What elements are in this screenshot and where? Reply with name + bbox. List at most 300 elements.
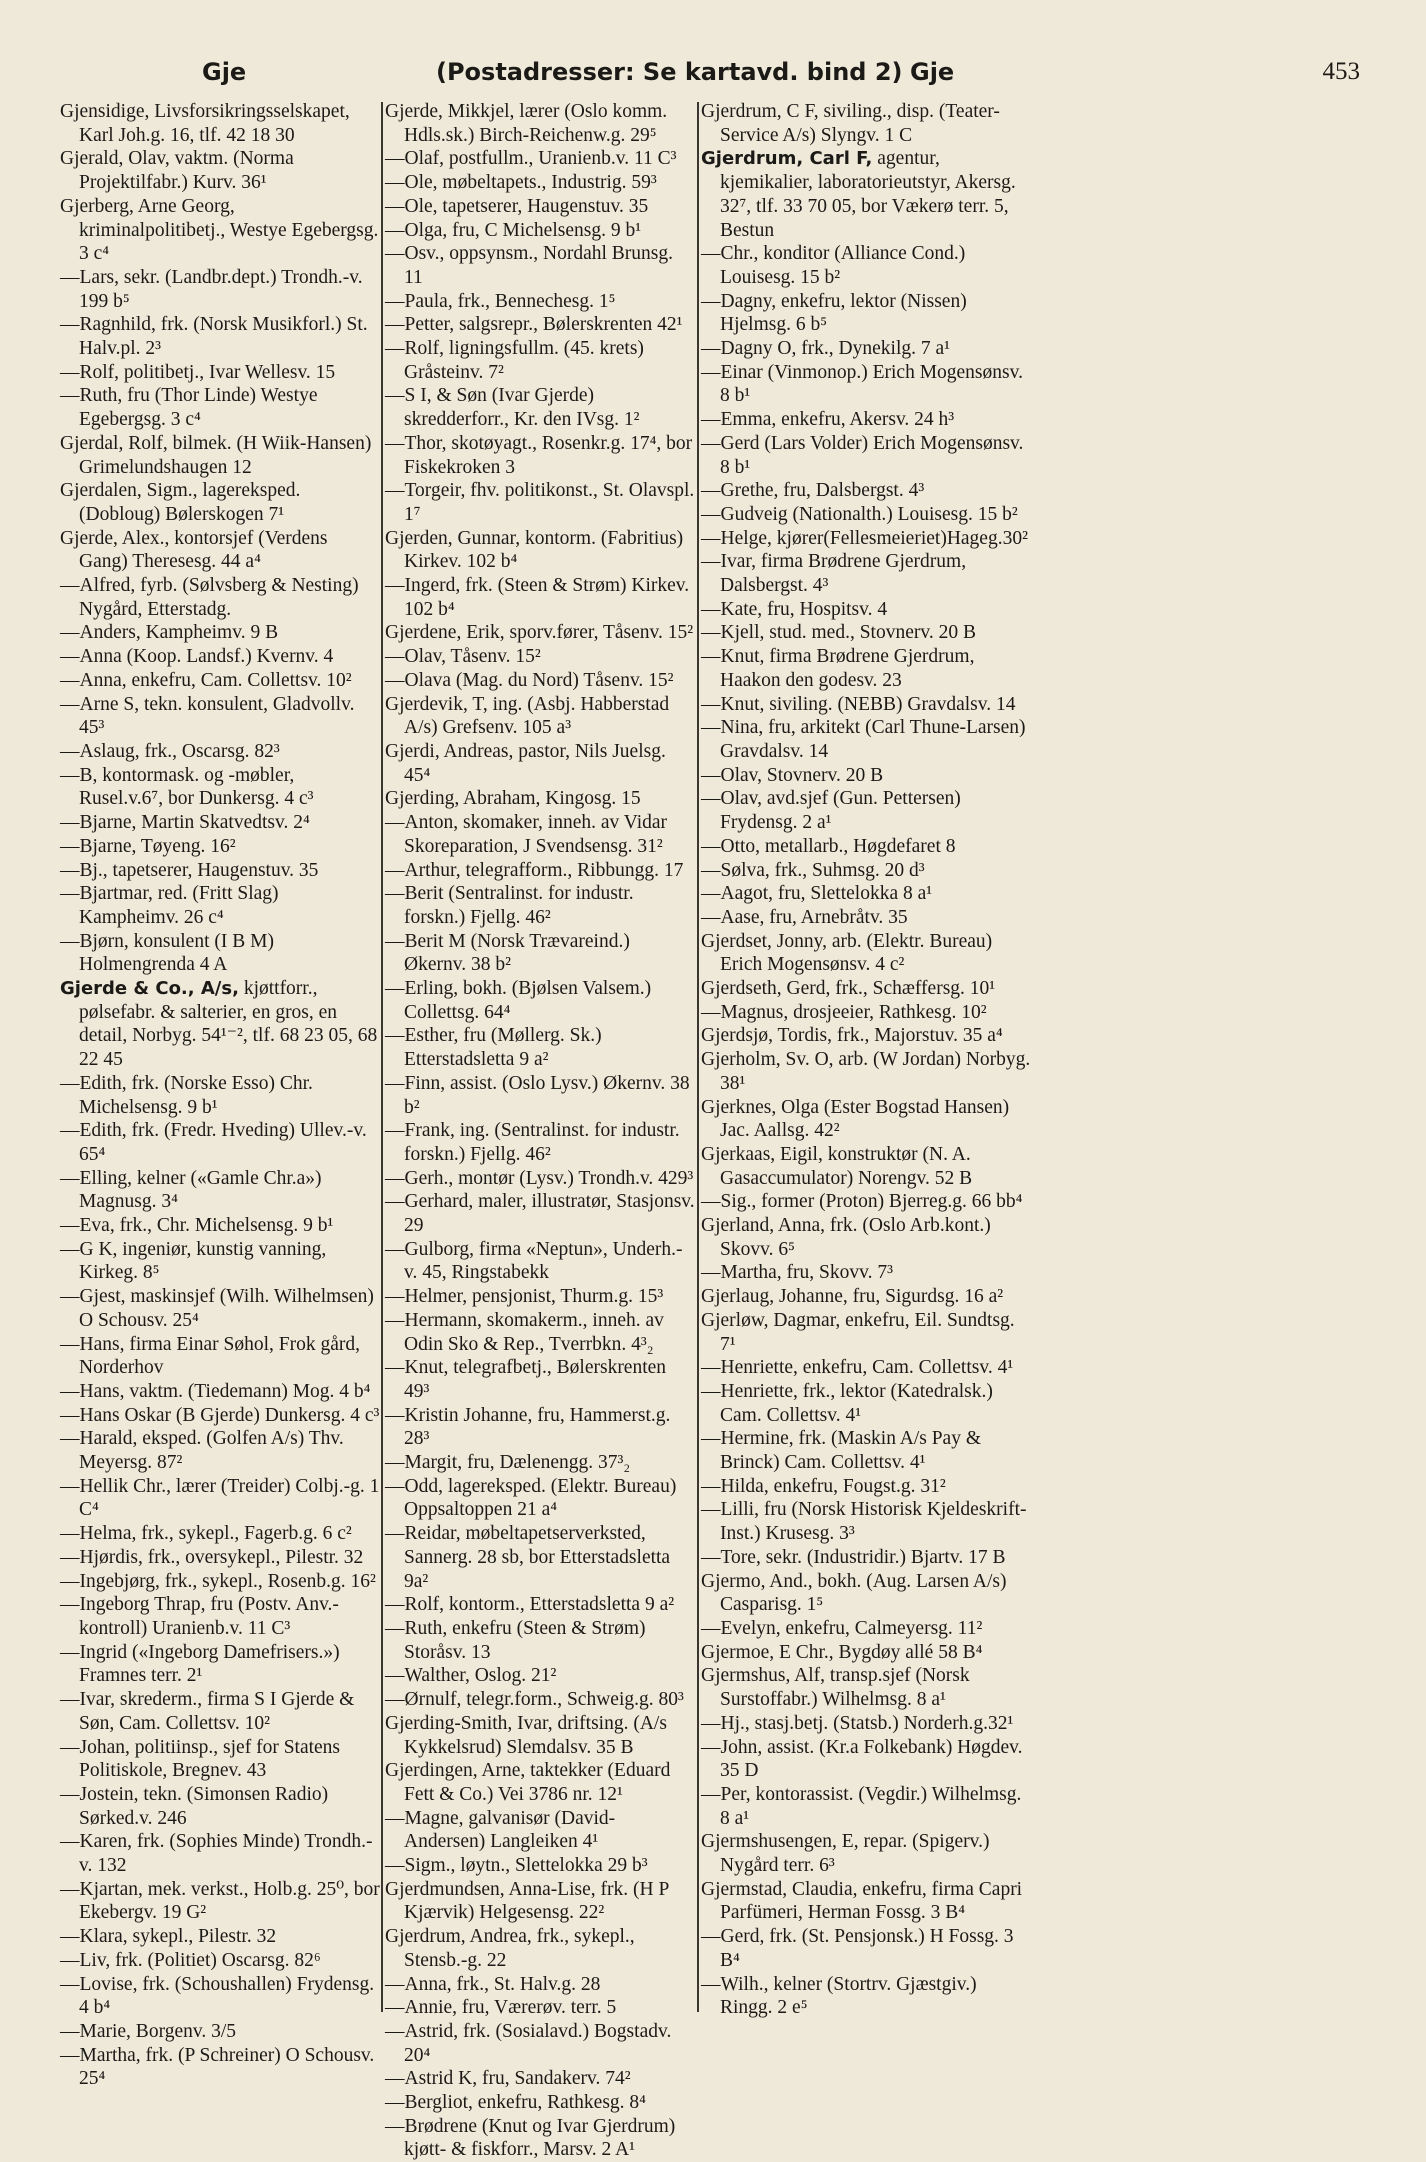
entry-text: —Bergliot, enkefru, Rathkesg. 8⁴ <box>385 2092 646 2114</box>
entry-text: —G K, ingeniør, kunstig vanning, Kirkeg. 8⁵ <box>60 1238 327 1284</box>
directory-entry <box>385 1593 695 1617</box>
directory-entry <box>701 1712 1031 1736</box>
directory-entry <box>60 1878 380 1925</box>
entry-text: —Annie, fru, Værerøv. terr. 5 <box>385 1997 617 2019</box>
directory-entry <box>385 977 695 1024</box>
directory-entry <box>701 1664 1031 1711</box>
directory-entry <box>385 195 695 219</box>
directory-entry <box>701 930 1031 977</box>
entry-text: Gjermshus, Alf, transp.sjef (Norsk Surstoffabr.) Wilhelmsg. 8 a¹ <box>701 1665 970 1711</box>
entry-text: —Lars, sekr. (Landbr.dept.) Trondh.-v. 199 b⁵ <box>60 266 363 312</box>
directory-entry <box>701 147 1031 242</box>
directory-entry <box>385 1285 695 1309</box>
directory-entry <box>701 1475 1031 1499</box>
entry-text: —Gerh., montør (Lysv.) Trondh.v. 429³ <box>385 1167 694 1189</box>
directory-entry <box>701 479 1031 503</box>
directory-entry <box>701 1617 1031 1641</box>
directory-entry <box>701 859 1031 883</box>
entry-text: —Olav, Tåsenv. 15² <box>385 646 541 668</box>
entry-text: —Berit (Sentralinst. for industr. forskn.) Fjellg. 46² <box>385 883 634 928</box>
entry-text: Gjermshusengen, E, repar. (Spigerv.) Nygård terr. 6³ <box>701 1831 990 1877</box>
entry-text: —Hj., stasj.betj. (Statsb.) Norderh.g.32¹ <box>701 1712 1014 1734</box>
entry-text: —Johan, politiinsp., sjef for Statens Politiskole, Bregnev. 43 <box>60 1736 341 1782</box>
directory-entry <box>60 859 380 883</box>
directory-entry <box>60 1949 380 1973</box>
entry-text: Gjensidige, Livsforsikringsselskapet, Karl Joh.g. 16, tlf. 42 18 30 <box>60 101 350 146</box>
entry-text: —Magnus, drosjeeier, Rathkesg. 10² <box>701 1001 987 1023</box>
entry-text: Gjermstad, Claudia, enkefru, firma Capri Parfümeri, Herman Fossg. 3 B⁴ <box>701 1878 1023 1924</box>
entry-text: Gjerde, Mikkjel, lærer (Oslo komm. Hdls.sk.) Birch-Reichenw.g. 29⁵ <box>385 101 668 146</box>
directory-entry <box>701 716 1031 763</box>
directory-entry <box>385 219 695 243</box>
entry-text: —Gjest, maskinsjef (Wilh. Wilhelmsen) O Schousv. 25⁴ <box>60 1286 374 1331</box>
entry-text: —Bjartmar, red. (Fritt Slag) Kampheimv. 26 c⁴ <box>60 883 279 928</box>
entry-text: —Aslaug, frk., Oscarsg. 82³ <box>60 740 280 762</box>
directory-entry <box>60 384 380 431</box>
column-3 <box>701 100 1031 2019</box>
directory-entry <box>60 1783 380 1830</box>
entry-text: —Henriette, frk., lektor (Katedralsk.) Cam. Collettsv. 4¹ <box>701 1380 993 1426</box>
directory-entry <box>60 574 380 621</box>
directory-entry <box>385 1759 695 1806</box>
entry-text: —Arthur, telegrafform., Ribbungg. 17 <box>385 859 684 881</box>
entry-text: —Rolf, politibetj., Ivar Wellesv. 15 <box>60 361 336 383</box>
entry-text: —Ole, møbeltapets., Industrig. 59³ <box>385 172 657 194</box>
entry-text: —Astrid, frk. (Sosialavd.) Bogstadv. 20⁴ <box>385 2020 672 2066</box>
directory-entry <box>60 1333 380 1380</box>
directory-entry <box>385 1664 695 1688</box>
entry-text: Gjerdal, Rolf, bilmek. (H Wiik-Hansen) Grimelundshaugen 12 <box>60 432 372 478</box>
entry-text: Gjerald, Olav, vaktm. (Norma Projektilfabr.) Kurv. 36¹ <box>60 148 294 194</box>
directory-entry <box>385 859 695 883</box>
entry-text: —Edith, frk. (Fredr. Hveding) Ullev.-v. 65⁴ <box>60 1120 367 1165</box>
entry-text: —Olga, fru, C Michelsensg. 9 b¹ <box>385 219 642 241</box>
entry-text: —Arne S, tekn. konsulent, Gladvollv. 45³ <box>60 693 355 739</box>
entry-text: Gjerknes, Olga (Ester Bogstad Hansen) Jac. Aallsg. 42² <box>701 1096 1010 1142</box>
directory-entry <box>60 1925 380 1949</box>
directory-entry <box>701 361 1031 408</box>
entry-text: —Reidar, møbeltapetserverksted, Sannerg. 28 sb, bor Etterstadsletta 9a² <box>385 1523 671 1592</box>
entry-text: —Ingrid («Ingeborg Damefrisers.») Framnes terr. 2¹ <box>60 1641 340 1687</box>
entry-text: Gjerlaug, Johanne, fru, Sigurdsg. 16 a² <box>701 1286 1004 1308</box>
entry-text: —Ingerd, frk. (Steen & Strøm) Kirkev. 102 b⁴ <box>385 575 690 620</box>
directory-entry <box>60 1522 380 1546</box>
entry-text: —Ivar, skrederm., firma S I Gjerde & Søn, Cam. Collettsv. 10² <box>60 1689 355 1734</box>
entry-text: —Knut, telegrafbetj., Bølerskrenten 49³ <box>385 1357 667 1402</box>
directory-entry <box>701 290 1031 337</box>
entry-text: Gjerding-Smith, Ivar, driftsing. (A/s Kykkelsrud) Slemdalsv. 35 B <box>385 1712 667 1758</box>
entry-text: —Hjørdis, frk., oversykepl., Pilestr. 32 <box>60 1546 364 1568</box>
directory-entry <box>701 550 1031 597</box>
entry-text: Gjerdevik, T, ing. (Asbj. Habberstad A/s) Grefsenv. 105 a³ <box>385 693 670 739</box>
directory-entry <box>60 740 380 764</box>
header-right-guide: Gje <box>910 58 955 86</box>
entry-text: —Dagny, enkefru, lektor (Nissen) Hjelmsg. 6 b⁵ <box>701 290 967 336</box>
entry-text: —Hermine, frk. (Maskin A/s Pay & Brinck) Cam. Collettsv. 4¹ <box>701 1428 982 1474</box>
entry-text: —Kristin Johanne, fru, Hammerst.g. 28³ <box>385 1404 671 1450</box>
directory-entry <box>60 2044 380 2091</box>
entry-text: —Grethe, fru, Dalsbergst. 4³ <box>701 480 925 502</box>
directory-entry <box>60 266 380 313</box>
directory-entry <box>60 1404 380 1428</box>
header-left-guide: Gje <box>202 58 247 86</box>
directory-entry <box>385 1356 695 1403</box>
entry-text: —Martha, frk. (P Schreiner) O Schousv. 25⁴ <box>60 2044 375 2090</box>
directory-entry <box>385 1309 695 1356</box>
directory-entry <box>701 1024 1031 1048</box>
directory-entry <box>385 1712 695 1759</box>
entry-text: —Gerhard, maler, illustratør, Stasjonsv. 29 <box>385 1191 695 1237</box>
header-center-note: (Postadresser: Se kartavd. bind 2) <box>436 58 903 86</box>
directory-entry <box>701 1380 1031 1427</box>
entry-text: —B, kontormask. og -møbler, Rusel.v.6⁷, bor Dunkersg. 4 c³ <box>60 764 314 810</box>
directory-entry <box>385 1475 695 1522</box>
entry-text: —Einar (Vinmonop.) Erich Mogensønsv. 8 b¹ <box>701 361 1023 407</box>
entry-text: —Astrid K, fru, Sandakerv. 74² <box>385 2068 631 2090</box>
entry-text: —Gulborg, firma «Neptun», Underh.-v. 45, Ringstabekk <box>385 1238 683 1284</box>
directory-entry <box>60 527 380 574</box>
directory-entry <box>701 1143 1031 1190</box>
entry-text: —Paula, frk., Bennechesg. 1⁵ <box>385 290 616 312</box>
directory-entry <box>60 669 380 693</box>
directory-entry <box>60 313 380 360</box>
directory-entry <box>701 1096 1031 1143</box>
entry-text: —Anna (Koop. Landsf.) Kvernv. 4 <box>60 646 334 668</box>
entry-bold-name: Gjerde & Co., A/s, <box>60 978 239 1000</box>
entry-text: Gjerdrum, Andrea, frk., sykepl., Stensb.-g. 22 <box>385 1926 635 1971</box>
directory-entry <box>701 242 1031 289</box>
entry-text: —Aase, fru, Arnebråtv. 35 <box>701 906 908 928</box>
entry-text: Gjerkaas, Eigil, konstruktør (N. A. Gasaccumulator) Norengv. 52 B <box>701 1143 973 1189</box>
entry-text: —Aagot, fru, Slettelokka 8 a¹ <box>701 883 933 905</box>
directory-entry <box>60 100 380 147</box>
directory-entry <box>701 1878 1031 1925</box>
directory-entry <box>701 100 1031 147</box>
entry-text: —Alfred, fyrb. (Sølvsberg & Nesting) Nygård, Etterstadg. <box>60 575 359 620</box>
entry-text: —Sigm., løytn., Slettelokka 29 b³ <box>385 1855 648 1877</box>
directory-entry <box>60 764 380 811</box>
entry-text: —Per, kontorassist. (Vegdir.) Wilhelmsg. 8 a¹ <box>701 1783 1022 1829</box>
directory-entry <box>701 527 1031 551</box>
directory-entry <box>701 1048 1031 1095</box>
directory-entry <box>60 432 380 479</box>
directory-entry <box>385 337 695 384</box>
entry-text: —Kjartan, mek. verkst., Holb.g. 25⁰, bor Ekebergv. 19 G² <box>60 1878 380 1924</box>
directory-entry <box>385 1807 695 1854</box>
entry-text: —Otto, metallarb., Høgdefaret 8 <box>701 835 956 857</box>
directory-entry <box>385 1996 695 2020</box>
entry-text: —Jostein, tekn. (Simonsen Radio) Sørked.v. 246 <box>60 1783 329 1829</box>
entry-text: —Kjell, stud. med., Stovnerv. 20 B <box>701 622 976 644</box>
directory-entry <box>701 835 1031 859</box>
entry-text: —Ingeborg Thrap, fru (Postv. Anv.-kontroll) Uranienb.v. 11 C³ <box>60 1594 339 1639</box>
entry-text: —Evelyn, enkefru, Calmeyersg. 11² <box>701 1618 983 1639</box>
entry-text: —John, assist. (Kr.a Folkebank) Høgdev. 35 D <box>701 1736 1023 1782</box>
entry-text: —Petter, salgsrepr., Bølerskrenten 42¹ <box>385 314 683 336</box>
directory-entry <box>385 1404 695 1451</box>
directory-entry <box>60 1238 380 1285</box>
directory-entry <box>60 1214 380 1238</box>
directory-entry <box>701 787 1031 834</box>
directory-entry <box>60 1167 380 1214</box>
directory-entry <box>385 574 695 621</box>
entry-text: —Ørnulf, telegr.form., Schweig.g. 80³ <box>385 1689 684 1711</box>
directory-entry <box>385 100 695 147</box>
entry-text: —Rolf, ligningsfullm. (45. krets) Gråsteinv. 7² <box>385 338 644 383</box>
entry-text: Gjermoe, E Chr., Bygdøy allé 58 B⁴ <box>701 1641 983 1663</box>
entry-text: —Gerd (Lars Volder) Erich Mogensønsv. 8 b¹ <box>701 432 1024 478</box>
directory-entry <box>385 693 695 740</box>
entry-text: —Olaf, postfullm., Uranienb.v. 11 C³ <box>385 148 677 170</box>
entry-text: —Chr., konditor (Alliance Cond.) Louisesg. 15 b² <box>701 243 966 288</box>
entry-text: —Lilli, fru (Norsk Historisk Kjeldeskrift-Inst.) Krusesg. 3³ <box>701 1499 1027 1545</box>
entry-text: —Klara, sykepl., Pilestr. 32 <box>60 1926 277 1948</box>
entry-text: —Hellik Chr., lærer (Treider) Colbj.-g. 1 C⁴ <box>60 1475 380 1521</box>
directory-entry <box>60 693 380 740</box>
directory-entry <box>385 479 695 526</box>
directory-entry <box>385 1072 695 1119</box>
directory-entry <box>701 906 1031 930</box>
entry-text: Gjerdene, Erik, sporv.fører, Tåsenv. 15² <box>385 622 694 644</box>
page-number: 453 <box>1322 58 1360 85</box>
entry-text: —Anton, skomaker, inneh. av Vidar Skoreparation, J Svendsensg. 31² <box>385 812 668 857</box>
directory-entry <box>60 1973 380 2020</box>
entry-text: —Magne, galvanisør (David-Andersen) Langleiken 4¹ <box>385 1807 616 1853</box>
directory-entry <box>60 2020 380 2044</box>
directory-entry <box>385 2067 695 2091</box>
entry-text: —Elling, kelner («Gamle Chr.a») Magnusg. 3⁴ <box>60 1167 322 1213</box>
directory-entry <box>60 1119 380 1166</box>
directory-entry <box>701 1783 1031 1830</box>
directory-entry <box>385 882 695 929</box>
directory-entry <box>701 1190 1031 1214</box>
column-1 <box>60 100 380 2090</box>
directory-entry <box>60 835 380 859</box>
directory-entry <box>701 1001 1031 1025</box>
directory-entry <box>701 1498 1031 1545</box>
entry-text: —Bjarne, Tøyeng. 16² <box>60 835 236 857</box>
entry-text: Gjerdmundsen, Anna-Lise, frk. (H P Kjærvik) Helgesensg. 22² <box>385 1878 669 1924</box>
entry-text: —Hans, firma Einar Søhol, Frok gård, Norderhov <box>60 1333 361 1379</box>
directory-entry <box>385 1024 695 1071</box>
directory-entry <box>385 1167 695 1191</box>
entry-text: —Helmer, pensjonist, Thurm.g. 15³ <box>385 1286 664 1308</box>
directory-entry <box>60 1072 380 1119</box>
entry-text: —Edith, frk. (Norske Esso) Chr. Michelsensg. 9 b¹ <box>60 1072 313 1118</box>
directory-entry <box>385 1617 695 1664</box>
directory-entry <box>701 408 1031 432</box>
directory-entry <box>385 171 695 195</box>
directory-entry <box>385 1854 695 1878</box>
entry-text: —Anna, enkefru, Cam. Collettsv. 10² <box>60 669 352 691</box>
directory-entry <box>385 740 695 787</box>
directory-entry <box>60 1427 380 1474</box>
column-divider <box>381 102 383 2012</box>
entry-text: —Helma, frk., sykepl., Fagerb.g. 6 c² <box>60 1523 352 1545</box>
entry-text: —Olava (Mag. du Nord) Tåsenv. 15² <box>385 669 674 691</box>
entry-text: —Sølva, frk., Suhmsg. 20 d³ <box>701 859 925 881</box>
directory-entry <box>60 1641 380 1688</box>
entry-text: Gjermo, And., bokh. (Aug. Larsen A/s) Casparisg. 1⁵ <box>701 1570 1007 1616</box>
directory-entry <box>60 977 380 1072</box>
directory-entry <box>385 313 695 337</box>
directory-entry <box>701 1830 1031 1877</box>
directory-entry <box>60 1570 380 1594</box>
entry-text: Gjerde, Alex., kontorsjef (Verdens Gang) Theresesg. 44 a⁴ <box>60 527 328 573</box>
entry-text: Gjerding, Abraham, Kingosg. 15 <box>385 788 641 810</box>
entry-text: —Hermann, skomakerm., inneh. av Odin Sko & Rep., Tverrbkn. 4³₂ <box>385 1309 664 1355</box>
directory-entry <box>60 930 380 977</box>
directory-entry <box>385 621 695 645</box>
directory-entry <box>385 242 695 289</box>
directory-entry <box>701 598 1031 622</box>
directory-entry <box>385 811 695 858</box>
directory-entry <box>385 669 695 693</box>
entry-text: Gjerdi, Andreas, pastor, Nils Juelsg. 45⁴ <box>385 740 666 786</box>
directory-entry <box>701 1973 1031 2020</box>
directory-entry <box>701 882 1031 906</box>
entry-text: —Martha, fru, Skovv. 7³ <box>701 1262 893 1284</box>
page-header <box>60 50 1360 90</box>
entry-text: —Sig., former (Proton) Bjerreg.g. 66 bb⁴ <box>701 1191 1023 1213</box>
entry-text: —Ruth, enkefru (Steen & Strøm) Storåsv. 13 <box>385 1618 646 1663</box>
directory-entry <box>60 1736 380 1783</box>
entry-text: —Olav, Stovnerv. 20 B <box>701 764 884 786</box>
directory-entry <box>385 432 695 479</box>
entry-text: —Emma, enkefru, Akersv. 24 h³ <box>701 409 955 431</box>
entry-text: —Walther, Oslog. 21² <box>385 1665 557 1687</box>
entry-text: —Osv., oppsynsm., Nordahl Brunsg. 11 <box>385 243 673 288</box>
directory-entry <box>385 2091 695 2115</box>
directory-entry <box>385 384 695 431</box>
entry-text: —Thor, skotøyagt., Rosenkr.g. 17⁴, bor Fiskekroken 3 <box>385 432 693 478</box>
entry-text: —Ingebjørg, frk., sykepl., Rosenb.g. 16² <box>60 1570 376 1592</box>
entry-text: Gjerland, Anna, frk. (Oslo Arb.kont.) Skovv. 6⁵ <box>701 1215 991 1260</box>
entry-text: Gjerdalen, Sigm., lagereksped. (Dobloug) Bølerskogen 7¹ <box>60 480 301 525</box>
entry-text: Gjerløw, Dagmar, enkefru, Eil. Sundtsg. 7¹ <box>701 1309 1015 1355</box>
entry-text: Gjerdseth, Gerd, frk., Schæffersg. 10¹ <box>701 978 996 1000</box>
directory-entry <box>385 147 695 171</box>
entry-text: —Lovise, frk. (Schoushallen) Frydensg. 4 b⁴ <box>60 1973 375 2019</box>
entry-text: —Frank, ing. (Sentralinst. for industr. forskn.) Fjellg. 46² <box>385 1120 680 1165</box>
entry-text: —Ruth, fru (Thor Linde) Westye Egebergsg. 3 c⁴ <box>60 385 318 431</box>
directory-entry <box>385 1688 695 1712</box>
entry-text: Gjerholm, Sv. O, arb. (W Jordan) Norbyg. 38¹ <box>701 1049 1031 1094</box>
entry-text: —Henriette, enkefru, Cam. Collettsv. 4¹ <box>701 1357 1014 1379</box>
entry-text: —Ragnhild, frk. (Norsk Musikforl.) St. Halv.pl. 2³ <box>60 314 368 360</box>
entry-text: Gjerdsjø, Tordis, frk., Majorstuv. 35 a⁴ <box>701 1025 1003 1047</box>
directory-entry <box>701 764 1031 788</box>
directory-entry <box>701 621 1031 645</box>
entry-text: —Tore, sekr. (Industridir.) Bjartv. 17 B <box>701 1546 1006 1568</box>
directory-entry <box>60 195 380 266</box>
entry-text: —Hans Oskar (B Gjerde) Dunkersg. 4 c³ <box>60 1404 380 1426</box>
directory-entry <box>385 1522 695 1593</box>
directory-entry <box>701 1736 1031 1783</box>
directory-entry <box>385 2020 695 2067</box>
entry-text: —Eva, frk., Chr. Michelsensg. 9 b¹ <box>60 1215 334 1237</box>
entry-text: —Wilh., kelner (Stortrv. Gjæstgiv.) Ringg. 2 e⁵ <box>701 1973 977 2019</box>
entry-text: —Brødrene (Knut og Ivar Gjerdrum) kjøtt- & fiskforr., Marsv. 2 A¹ <box>385 2115 676 2161</box>
directory-entry <box>701 1570 1031 1617</box>
directory-entry <box>60 479 380 526</box>
directory-entry <box>385 1451 695 1475</box>
entry-text: —Marie, Borgenv. 3/5 <box>60 2020 237 2042</box>
directory-entry <box>385 1973 695 1997</box>
entry-text: —Bjarne, Martin Skatvedtsv. 2⁴ <box>60 812 310 834</box>
entry-text: —Bj., tapetserer, Haugenstuv. 35 <box>60 859 319 881</box>
directory-entry <box>385 930 695 977</box>
entry-text: —Nina, fru, arkitekt (Carl Thune-Larsen) Gravdalsv. 14 <box>701 717 1026 762</box>
directory-entry <box>701 432 1031 479</box>
directory-entry <box>60 361 380 385</box>
entry-text: Gjerden, Gunnar, kontorm. (Fabritius) Kirkev. 102 b⁴ <box>385 527 684 573</box>
entry-text: agentur, kjemikalier, laboratorieutstyr, Akersg. 32⁷, tlf. 33 70 05, bor Vækerø terr. 5, Bestun <box>720 148 1016 241</box>
entry-bold-name: Gjerdrum, Carl F, <box>701 148 873 170</box>
entry-text: —Ole, tapetserer, Haugenstuv. 35 <box>385 195 649 217</box>
directory-entry <box>385 290 695 314</box>
directory-entry <box>701 1214 1031 1261</box>
directory-entry <box>701 645 1031 692</box>
entry-text: —Berit M (Norsk Trævareind.) Økernv. 38 b² <box>385 930 630 976</box>
directory-entry <box>60 1475 380 1522</box>
entry-text: —Odd, lagereksped. (Elektr. Bureau) Oppsaltoppen 21 a⁴ <box>385 1475 677 1521</box>
directory-entry <box>385 527 695 574</box>
directory-entry <box>701 1285 1031 1309</box>
entry-text: —S I, & Søn (Ivar Gjerde) skredderforr., Kr. den IVsg. 1² <box>385 385 640 431</box>
directory-entry <box>60 811 380 835</box>
entry-text: —Bjørn, konsulent (I B M) Holmengrenda 4 A <box>60 930 274 976</box>
directory-entry <box>701 1261 1031 1285</box>
entry-text: —Esther, fru (Møllerg. Sk.) Etterstadsletta 9 a² <box>385 1025 602 1071</box>
directory-entry <box>385 1925 695 1972</box>
entry-text: —Ivar, firma Brødrene Gjerdrum, Dalsbergst. 4³ <box>701 551 967 597</box>
entry-text: —Erling, bokh. (Bjølsen Valsem.) Collettsg. 64⁴ <box>385 978 652 1023</box>
entry-text: —Gudveig (Nationalth.) Louisesg. 15 b² <box>701 503 1018 525</box>
entry-text: —Torgeir, fhv. politikonst., St. Olavspl. 1⁷ <box>385 480 695 525</box>
directory-entry <box>701 693 1031 717</box>
directory-entry <box>701 977 1031 1001</box>
directory-entry <box>385 1119 695 1166</box>
entry-text: —Anders, Kampheimv. 9 B <box>60 622 279 644</box>
entry-text: Gjerdrum, C F, siviling., disp. (Teater-Service A/s) Slyngv. 1 C <box>701 101 1000 146</box>
directory-entry <box>385 1190 695 1237</box>
directory-entry <box>60 882 380 929</box>
entry-text: —Knut, firma Brødrene Gjerdrum, Haakon den godesv. 23 <box>701 646 975 691</box>
directory-entry <box>701 503 1031 527</box>
directory-entry <box>60 1593 380 1640</box>
directory-entry <box>60 1380 380 1404</box>
directory-entry <box>701 1356 1031 1380</box>
entry-text: Gjerdset, Jonny, arb. (Elektr. Bureau) Erich Mogensønsv. 4 c² <box>701 930 993 976</box>
directory-entry <box>385 1238 695 1285</box>
directory-entry <box>701 1641 1031 1665</box>
directory-entry <box>385 645 695 669</box>
directory-entry <box>60 645 380 669</box>
directory-entry <box>385 787 695 811</box>
entry-text: —Kate, fru, Hospitsv. 4 <box>701 598 888 620</box>
entry-text: —Knut, siviling. (NEBB) Gravdalsv. 14 <box>701 693 1016 715</box>
entry-text: —Harald, eksped. (Golfen A/s) Thv. Meyersg. 87² <box>60 1428 344 1474</box>
entry-text: —Olav, avd.sjef (Gun. Pettersen) Frydensg. 2 a¹ <box>701 788 961 834</box>
directory-entry <box>385 1878 695 1925</box>
entry-text: —Liv, frk. (Politiet) Oscarsg. 82⁶ <box>60 1949 321 1971</box>
directory-entry <box>385 2115 695 2162</box>
directory-entry <box>701 1309 1031 1356</box>
entry-text: kjøttforr., pølsefabr. & salterier, en gros, en detail, Norbyg. 54¹⁻², tlf. 68 23 05, 68 22 45 <box>79 978 378 1071</box>
column-2 <box>385 100 695 2161</box>
directory-entry <box>701 1925 1031 1972</box>
